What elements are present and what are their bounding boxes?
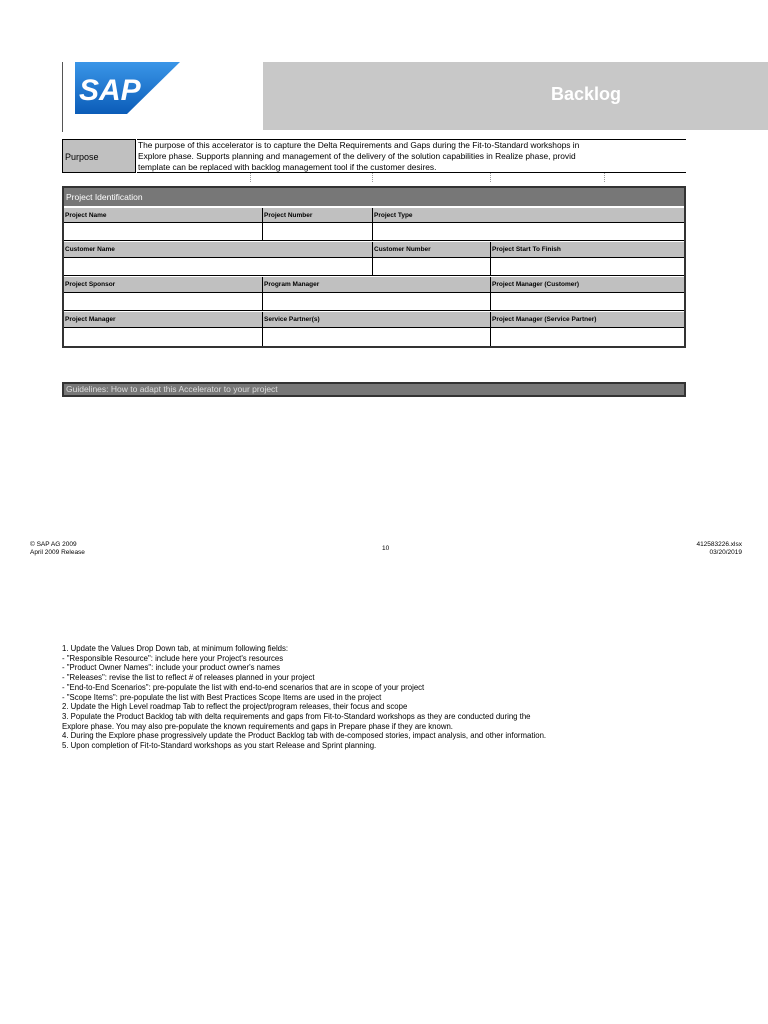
project-number-input[interactable] [263,223,373,241]
grid-tick [250,173,252,182]
instruction-line: 4. During the Explore phase progressively update the Product Backlog tab with de-composed stories, impact analysis, and other information. [62,731,547,741]
service-partners-input[interactable] [263,328,491,346]
instruction-line: 5. Upon completion of Fit-to-Standard workshops as you start Release and Sprint planning. [62,741,377,751]
footer-filename: 412583226.xlsx [696,541,742,548]
project-manager-customer-label: Project Manager (Customer) [491,277,684,293]
customer-number-label: Customer Number [373,242,491,258]
project-name-input[interactable] [64,223,263,241]
project-type-label: Project Type [373,208,684,223]
instruction-line: - "Responsible Resource": include here your Project's resources [62,653,284,663]
project-manager-service-partner-label: Project Manager (Service Partner) [491,312,684,328]
instructions-list [62,644,742,751]
purpose-line-1: The purpose of this accelerator is to capture the Delta Requirements and Gaps during the Fit-to-Standard workshops in [138,140,580,150]
project-name-label: Project Name [64,208,263,223]
project-start-to-finish-input[interactable] [491,258,684,276]
footer-page-number: 10 [382,545,390,552]
project-identification-header: Project Identification [64,188,684,206]
footer-release: April 2009 Release [30,549,85,556]
footer-right [696,541,742,557]
instruction-line: - "Releases": revise the list to reflect # of releases planned in your project [62,673,315,683]
project-manager-service-partner-input[interactable] [491,328,684,346]
project-start-to-finish-label: Project Start To Finish [491,242,684,258]
program-manager-input[interactable] [263,293,491,311]
instruction-line: Explore phase. You may also pre-populate the known requirements and gaps in Prepare phase if they are known. [62,721,453,731]
guidelines-header: Guidelines: How to adapt this Accelerator to your project [62,382,686,397]
purpose-line-2: Explore phase. Supports planning and management of the delivery of the solution capabilities in Realize phase, provid [138,151,576,161]
page-title: Backlog [551,84,622,104]
instruction-line: - "Product Owner Names": include your product owner's names [62,663,281,673]
customer-name-label: Customer Name [64,242,373,258]
instruction-line: - "Scope Items": pre-populate the list with Best Practices Scope Items are used in the project [62,692,382,702]
instruction-line: - "End-to-End Scenarios": pre-populate the list with end-to-end scenarios that are in scope of your project [62,682,425,692]
footer-date: 03/20/2019 [709,549,742,556]
sap-logo [75,62,180,114]
instruction-line: 3. Populate the Product Backlog tab with delta requirements and gaps from Fit-to-Standard workshops as they are conducted during the [62,711,531,721]
customer-number-input[interactable] [373,258,491,276]
purpose-label: Purpose [62,139,136,173]
purpose-line-3: template can be replaced with backlog management tool if the customer desires. [138,162,437,172]
project-sponsor-label: Project Sponsor [64,277,263,293]
project-sponsor-input[interactable] [64,293,263,311]
project-manager-label: Project Manager [64,312,263,328]
instruction-line: 2. Update the High Level roadmap Tab to reflect the project/program releases, their focus and scope [62,702,408,712]
sap-logo-icon [75,62,180,114]
program-manager-label: Program Manager [263,277,491,293]
sap-logo-text: SAP [79,74,141,107]
title-bar [263,62,768,130]
footer-left [30,541,85,557]
grid-tick [604,173,606,182]
header-divider-line [62,62,63,132]
service-partners-label: Service Partner(s) [263,312,491,328]
footer-copyright: © SAP AG 2009 [30,541,77,548]
customer-name-input[interactable] [64,258,373,276]
grid-tick [490,173,492,182]
grid-tick [372,173,374,182]
instruction-line: 1. Update the Values Drop Down tab, at minimum following fields: [62,644,289,653]
project-manager-input[interactable] [64,328,263,346]
purpose-text [137,139,686,173]
project-manager-customer-input[interactable] [491,293,684,311]
project-type-input[interactable] [373,223,684,241]
project-number-label: Project Number [263,208,373,223]
